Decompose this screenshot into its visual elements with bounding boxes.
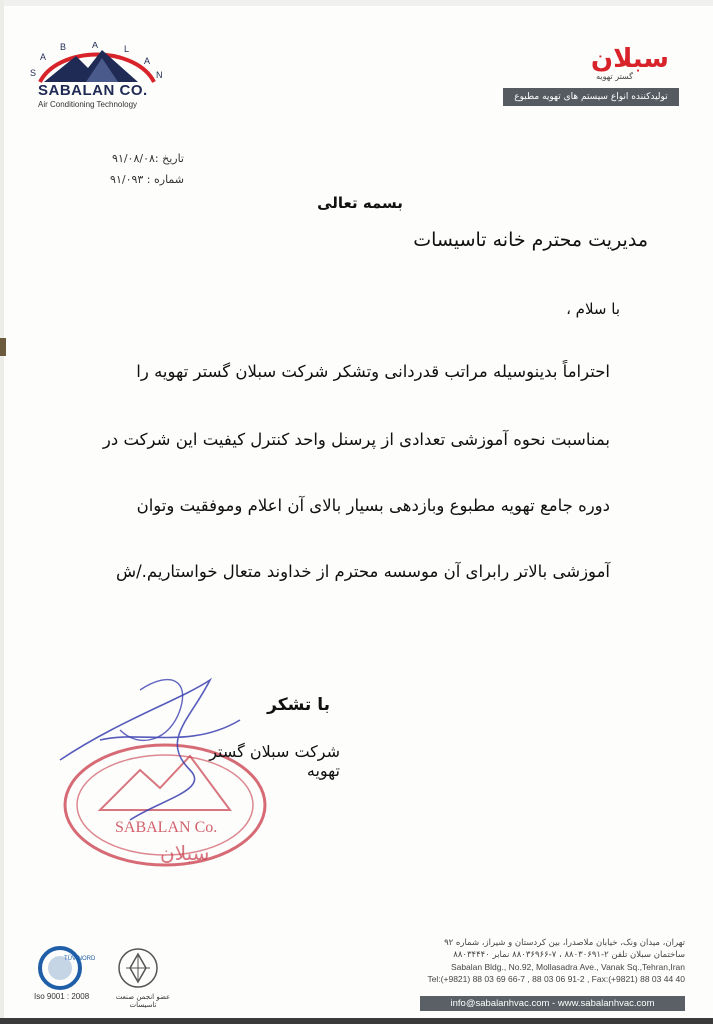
svg-text:A: A bbox=[144, 56, 151, 66]
signatory-company: شرکت سبلان گستر تهویه bbox=[209, 742, 340, 780]
footer-address-fa: تهران، میدان ونک، خیابان ملاصدرا، بین کردستان و شیراز، شماره ۹۲ bbox=[444, 938, 685, 948]
svg-text:A: A bbox=[40, 52, 47, 62]
scan-edge-bottom bbox=[0, 1018, 713, 1024]
svg-text:B: B bbox=[60, 42, 67, 52]
sabalan-logo-right bbox=[495, 42, 685, 114]
svg-text:N: N bbox=[156, 70, 163, 80]
addressee: مدیریت محترم خانه تاسیسات bbox=[413, 229, 648, 251]
mountain-logo-icon bbox=[26, 42, 176, 87]
company-name-en: SABALAN CO. bbox=[38, 82, 148, 99]
association-label: عضو انجمن صنعت تاسیسات bbox=[115, 993, 171, 1009]
scan-edge-left bbox=[0, 0, 4, 1024]
letter-heading: بسمه تعالی bbox=[317, 194, 403, 212]
footer-address bbox=[400, 937, 685, 985]
svg-text:SABALAN Co.: SABALAN Co. bbox=[115, 819, 218, 836]
fold-mark bbox=[0, 338, 6, 356]
footer-phones-fa: ساختمان سبلان تلفن ۲-۸۸۰۳۰۶۹۱ ، ۷-۸۸۰۳۶۹۶۶ نمابر ۸۸۰۳۴۴۴۰ bbox=[453, 950, 685, 960]
association-logo-icon bbox=[116, 946, 160, 990]
svg-text:A: A bbox=[92, 42, 99, 50]
body-line: احتراماً بدینوسیله مراتب قدردانی وتشکر شرکت سبلان گستر تهویه را bbox=[136, 362, 610, 381]
letter-date: تاریخ :۹۱/۰۸/۰۸ bbox=[112, 152, 184, 165]
iso-certification-icon bbox=[36, 944, 96, 998]
sabalan-logo-left bbox=[26, 42, 176, 114]
closing-text: با تشکر bbox=[267, 695, 330, 715]
scan-edge-top bbox=[0, 0, 713, 6]
body-line: دوره جامع تهویه مطبوع وبازدهی بسیار بالای آن اعلام وموفقیت وتوان bbox=[136, 496, 610, 515]
footer-contact-bar: info@sabalanhvac.com - www.sabalanhvac.com bbox=[420, 996, 685, 1011]
body-line: بمناسبت نحوه آموزشی تعدادی از پرسنل واحد کنترل کیفیت این شرکت در bbox=[102, 430, 610, 449]
body-line: آموزشی بالاتر رابرای آن موسسه محترم از خداوند متعال خواستاریم./ش bbox=[115, 562, 610, 581]
svg-text:سبلان: سبلان bbox=[160, 841, 210, 865]
svg-text:TÜV NORD: TÜV NORD bbox=[64, 956, 96, 962]
company-subtitle-en: Air Conditioning Technology bbox=[38, 100, 138, 109]
footer-address-en: Sabalan Bldg., No.92, Mollasadra Ave., Vanak Sq.,Tehran,Iran bbox=[450, 962, 685, 972]
footer-phones-en: Tel:(+9821) 88 03 69 66-7 , 88 03 06 91-2 , Fax:(+9821) 88 03 44 40 bbox=[427, 974, 685, 984]
brand-tagline: تولیدکننده انواع سیستم های تهویه مطبوع bbox=[503, 88, 679, 106]
svg-text:S: S bbox=[30, 68, 37, 78]
letter-number: شماره : ۹۱/۰۹۳ bbox=[110, 173, 184, 186]
svg-text:L: L bbox=[124, 44, 130, 54]
brand-subtitle: گستر تهویه bbox=[596, 72, 633, 81]
iso-label: Iso 9001 : 2008 bbox=[34, 992, 90, 1001]
brand-wordmark: سبلان bbox=[590, 44, 669, 74]
greeting: با سلام ، bbox=[566, 300, 620, 318]
